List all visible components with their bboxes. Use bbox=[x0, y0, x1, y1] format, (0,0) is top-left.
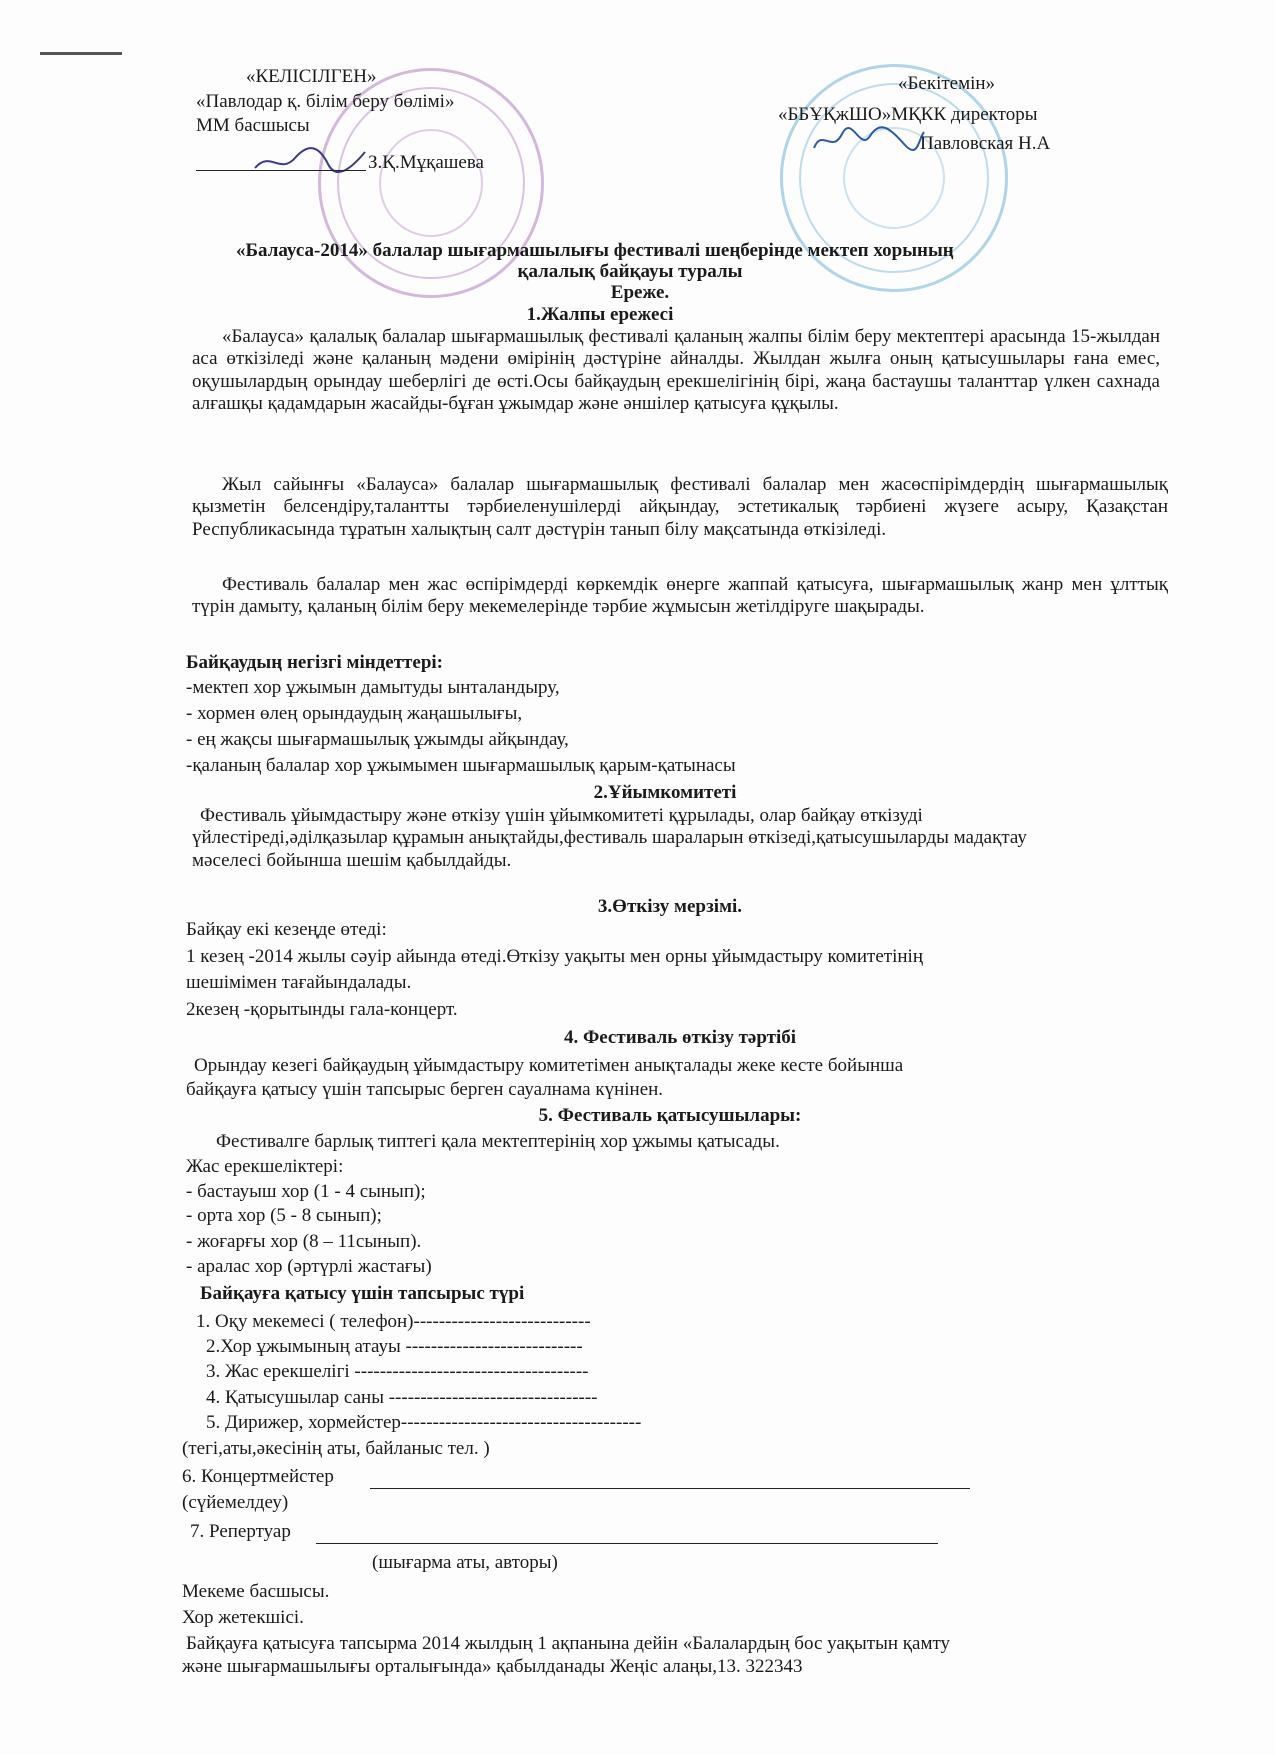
agreed-label: «КЕЛІСІЛГЕН» bbox=[246, 66, 377, 87]
form-heading: Байқауға қатысу үшін тапсырыс түрі bbox=[200, 1283, 525, 1304]
section-2-heading: 2.Ұйымкомитеті bbox=[593, 782, 737, 803]
task-item: -мектеп хор ұжымын дамытуды ынталандыру, bbox=[186, 677, 560, 698]
form-line-7 bbox=[316, 1543, 938, 1544]
age-item: - бастауыш хор (1 - 4 сынып); bbox=[186, 1181, 426, 1202]
agreed-org: «Павлодар қ. білім беру бөлімі» bbox=[196, 91, 455, 112]
section-3-line: 1 кезең -2014 жылы сәуір айында өтеді.Өткізу уақыты мен орны ұйымдастыру комитетінің bbox=[186, 946, 923, 967]
tasks-heading: Байқаудың негізгі міндеттері: bbox=[186, 652, 444, 673]
approve-name: Павловская Н.А bbox=[920, 133, 1051, 154]
section-4-line: Орындау кезегі байқаудың ұйымдастыру комитетімен анықталады жеке кесте бойынша bbox=[194, 1055, 904, 1076]
section-5-heading: 5. Фестиваль қатысушылары: bbox=[538, 1105, 802, 1126]
form-item: 5. Дирижер, хормейстер-------------------------------------- bbox=[206, 1412, 642, 1433]
form-item: 4. Қатысушылар саны --------------------------------- bbox=[206, 1387, 598, 1408]
section-4-heading: 4. Фестиваль өткізу тәртібі bbox=[563, 1027, 797, 1048]
approve-label: «Бекітемін» bbox=[898, 73, 996, 94]
form-item-7: 7. Репертуар bbox=[190, 1521, 291, 1542]
section-3-heading: 3.Өткізу мерзімі. bbox=[597, 896, 743, 917]
age-heading: Жас ерекшеліктері: bbox=[186, 1156, 344, 1177]
document-title-line2: қалалық байқауы туралы bbox=[517, 261, 743, 282]
section-5-intro: Фестивалге барлық типтегі қала мектептерінің хор ұжымы қатысады. bbox=[216, 1131, 780, 1152]
form-item: 1. Оқу мекемесі ( телефон)---------------------------- bbox=[196, 1311, 591, 1332]
section-2-paragraph: Фестиваль ұйымдастыру және өткізу үшін ұйымкомитеті құрылады, олар байқау өткізуді үйлестіреді,әділқазылар құрамын анықтайды,фестиваль шараларын өткізеді,қатысушыларды мадақтау мәселесі бойынша шешім қабылдайды. bbox=[192, 805, 1027, 871]
form-item-6: 6. Концертмейстер bbox=[182, 1466, 334, 1487]
form-note-7: (шығарма аты, авторы) bbox=[372, 1552, 558, 1573]
document-title-line1: «Балауса-2014» балалар шығармашылығы фестивалі шеңберінде мектеп хорының bbox=[236, 240, 954, 261]
form-line-6 bbox=[370, 1488, 970, 1489]
approve-org: «ББҰҚжШО»МҚКК директоры bbox=[778, 104, 1038, 125]
form-item: 2.Хор ұжымының атауы ---------------------------- bbox=[206, 1336, 583, 1357]
section-1-heading: 1.Жалпы ережесі bbox=[526, 304, 674, 325]
age-item: - орта хор (5 - 8 сынып); bbox=[186, 1205, 382, 1226]
agreed-role: ММ басшысы bbox=[196, 115, 310, 136]
final-line-2: және шығармашылығы орталығында» қабылданады Жеңіс алаңы,13. 322343 bbox=[182, 1656, 803, 1677]
agreed-name: З.Қ.Мұқашева bbox=[368, 152, 484, 173]
section-1-paragraph-3: Фестиваль балалар мен жас өспірімдерді көркемдік өнерге жаппай қатысуға, шығармашылық жанр мен ұлттық түрін дамыту, қаланың білім беру мекемелерінде тәрбие жұмысын жетілдіруге шақырады. bbox=[192, 574, 1168, 618]
footer-line: Хор жетекшісі. bbox=[182, 1607, 304, 1628]
form-item: 3. Жас ерекшелігі ------------------------------------- bbox=[206, 1361, 589, 1382]
document-title-line3: Ереже. bbox=[610, 282, 670, 303]
signature-right bbox=[808, 122, 928, 160]
scan-edge-mark bbox=[40, 52, 122, 55]
age-item: - аралас хор (әртүрлі жастағы) bbox=[186, 1256, 432, 1277]
form-note-6: (сүйемелдеу) bbox=[182, 1492, 289, 1513]
task-item: -қаланың балалар хор ұжымымен шығармашылық қарым-қатынасы bbox=[186, 755, 736, 776]
signature-left bbox=[250, 140, 370, 180]
form-note-5: (тегі,аты,әкесінің аты, байланыс тел. ) bbox=[182, 1438, 490, 1459]
section-4-line: байқауға қатысу үшін тапсырыс берген сауалнама күнінен. bbox=[186, 1079, 664, 1100]
final-line-1: Байқауға қатысуға тапсырма 2014 жылдың 1 ақпанына дейін «Балалардың бос уақытын қамту bbox=[186, 1633, 951, 1654]
task-item: - ең жақсы шығармашылық ұжымды айқындау, bbox=[186, 729, 569, 750]
signature-line-left bbox=[196, 170, 366, 171]
section-3-line: 2кезең -қорытынды гала-концерт. bbox=[186, 999, 458, 1020]
task-item: - хормен өлең орындаудың жаңашылығы, bbox=[186, 703, 523, 724]
section-1-paragraph-2: Жыл сайынғы «Балауса» балалар шығармашылық фестивалі балалар мен жасөспірімдердің шығармашылық қызметін белсендіру,талантты тәрбиеленушілерді айқындау, эстетикалық тәрбиені жүзеге асыру, Қазақстан Республикасында тұратын халықтың салт дәстүрін танып білу мақсатында өткізіледі. bbox=[192, 474, 1168, 540]
age-item: - жоғарғы хор (8 – 11сынып). bbox=[186, 1231, 422, 1252]
section-3-line: шешімімен тағайындалады. bbox=[186, 972, 412, 993]
footer-line: Мекеме басшысы. bbox=[182, 1581, 330, 1602]
section-3-line: Байқау екі кезеңде өтеді: bbox=[186, 919, 387, 940]
section-1-paragraph-1: «Балауса» қалалық балалар шығармашылық фестивалі қаланың жалпы білім беру мектептері арасында 15-жылдан аса өткізіледі және қаланың мәдени өмірінің дәстүріне айналды. Жылдан жылға оның қатысушылары ғана емес, оқушылардың орындау шеберлігі де өсті.Осы байқаудың ерекшелігінің бірі, жаңа бастаушы таланттар үлкен сахнада алғашқы қадамдарын жасайды-бұған ұжымдар және әншілер қатысуға құқылы. bbox=[192, 326, 1160, 415]
